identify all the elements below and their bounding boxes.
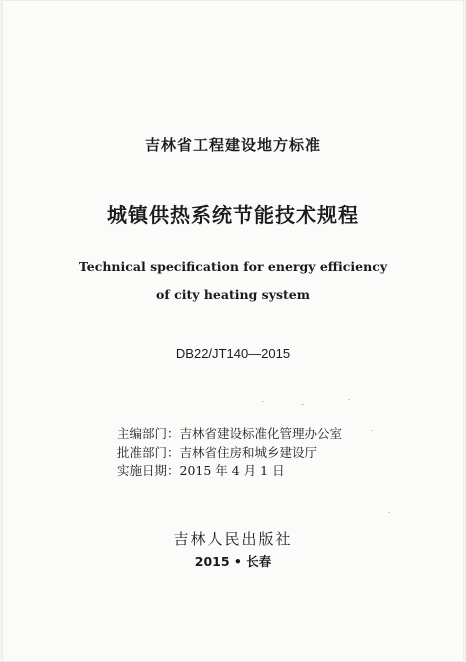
scan-speck bbox=[262, 401, 264, 402]
document-title-cn: 城镇供热系统节能技术规程 bbox=[107, 203, 359, 227]
editor-department: 主编部门：吉林省建设标准化管理办公室 bbox=[117, 426, 343, 441]
scan-speck bbox=[348, 399, 350, 400]
approval-department: 批准部门：吉林省住房和城乡建设厅 bbox=[117, 445, 318, 460]
document-title-en-line1: Technical specification for energy efficiency bbox=[78, 259, 388, 274]
scan-speck bbox=[301, 404, 304, 405]
publisher: 吉林人民出版社 bbox=[173, 530, 293, 548]
scan-speck bbox=[388, 512, 390, 513]
standard-code: DB22/JT140—2015 bbox=[175, 346, 291, 361]
standard-series: 吉林省工程建设地方标准 bbox=[144, 136, 321, 154]
scan-speck bbox=[371, 430, 373, 431]
effective-date: 实施日期：2015 年 4 月 1 日 bbox=[117, 463, 285, 478]
publication-year-place: 2015 • 长春 bbox=[194, 554, 272, 569]
document-title-en-line2: of city heating system bbox=[156, 287, 310, 302]
